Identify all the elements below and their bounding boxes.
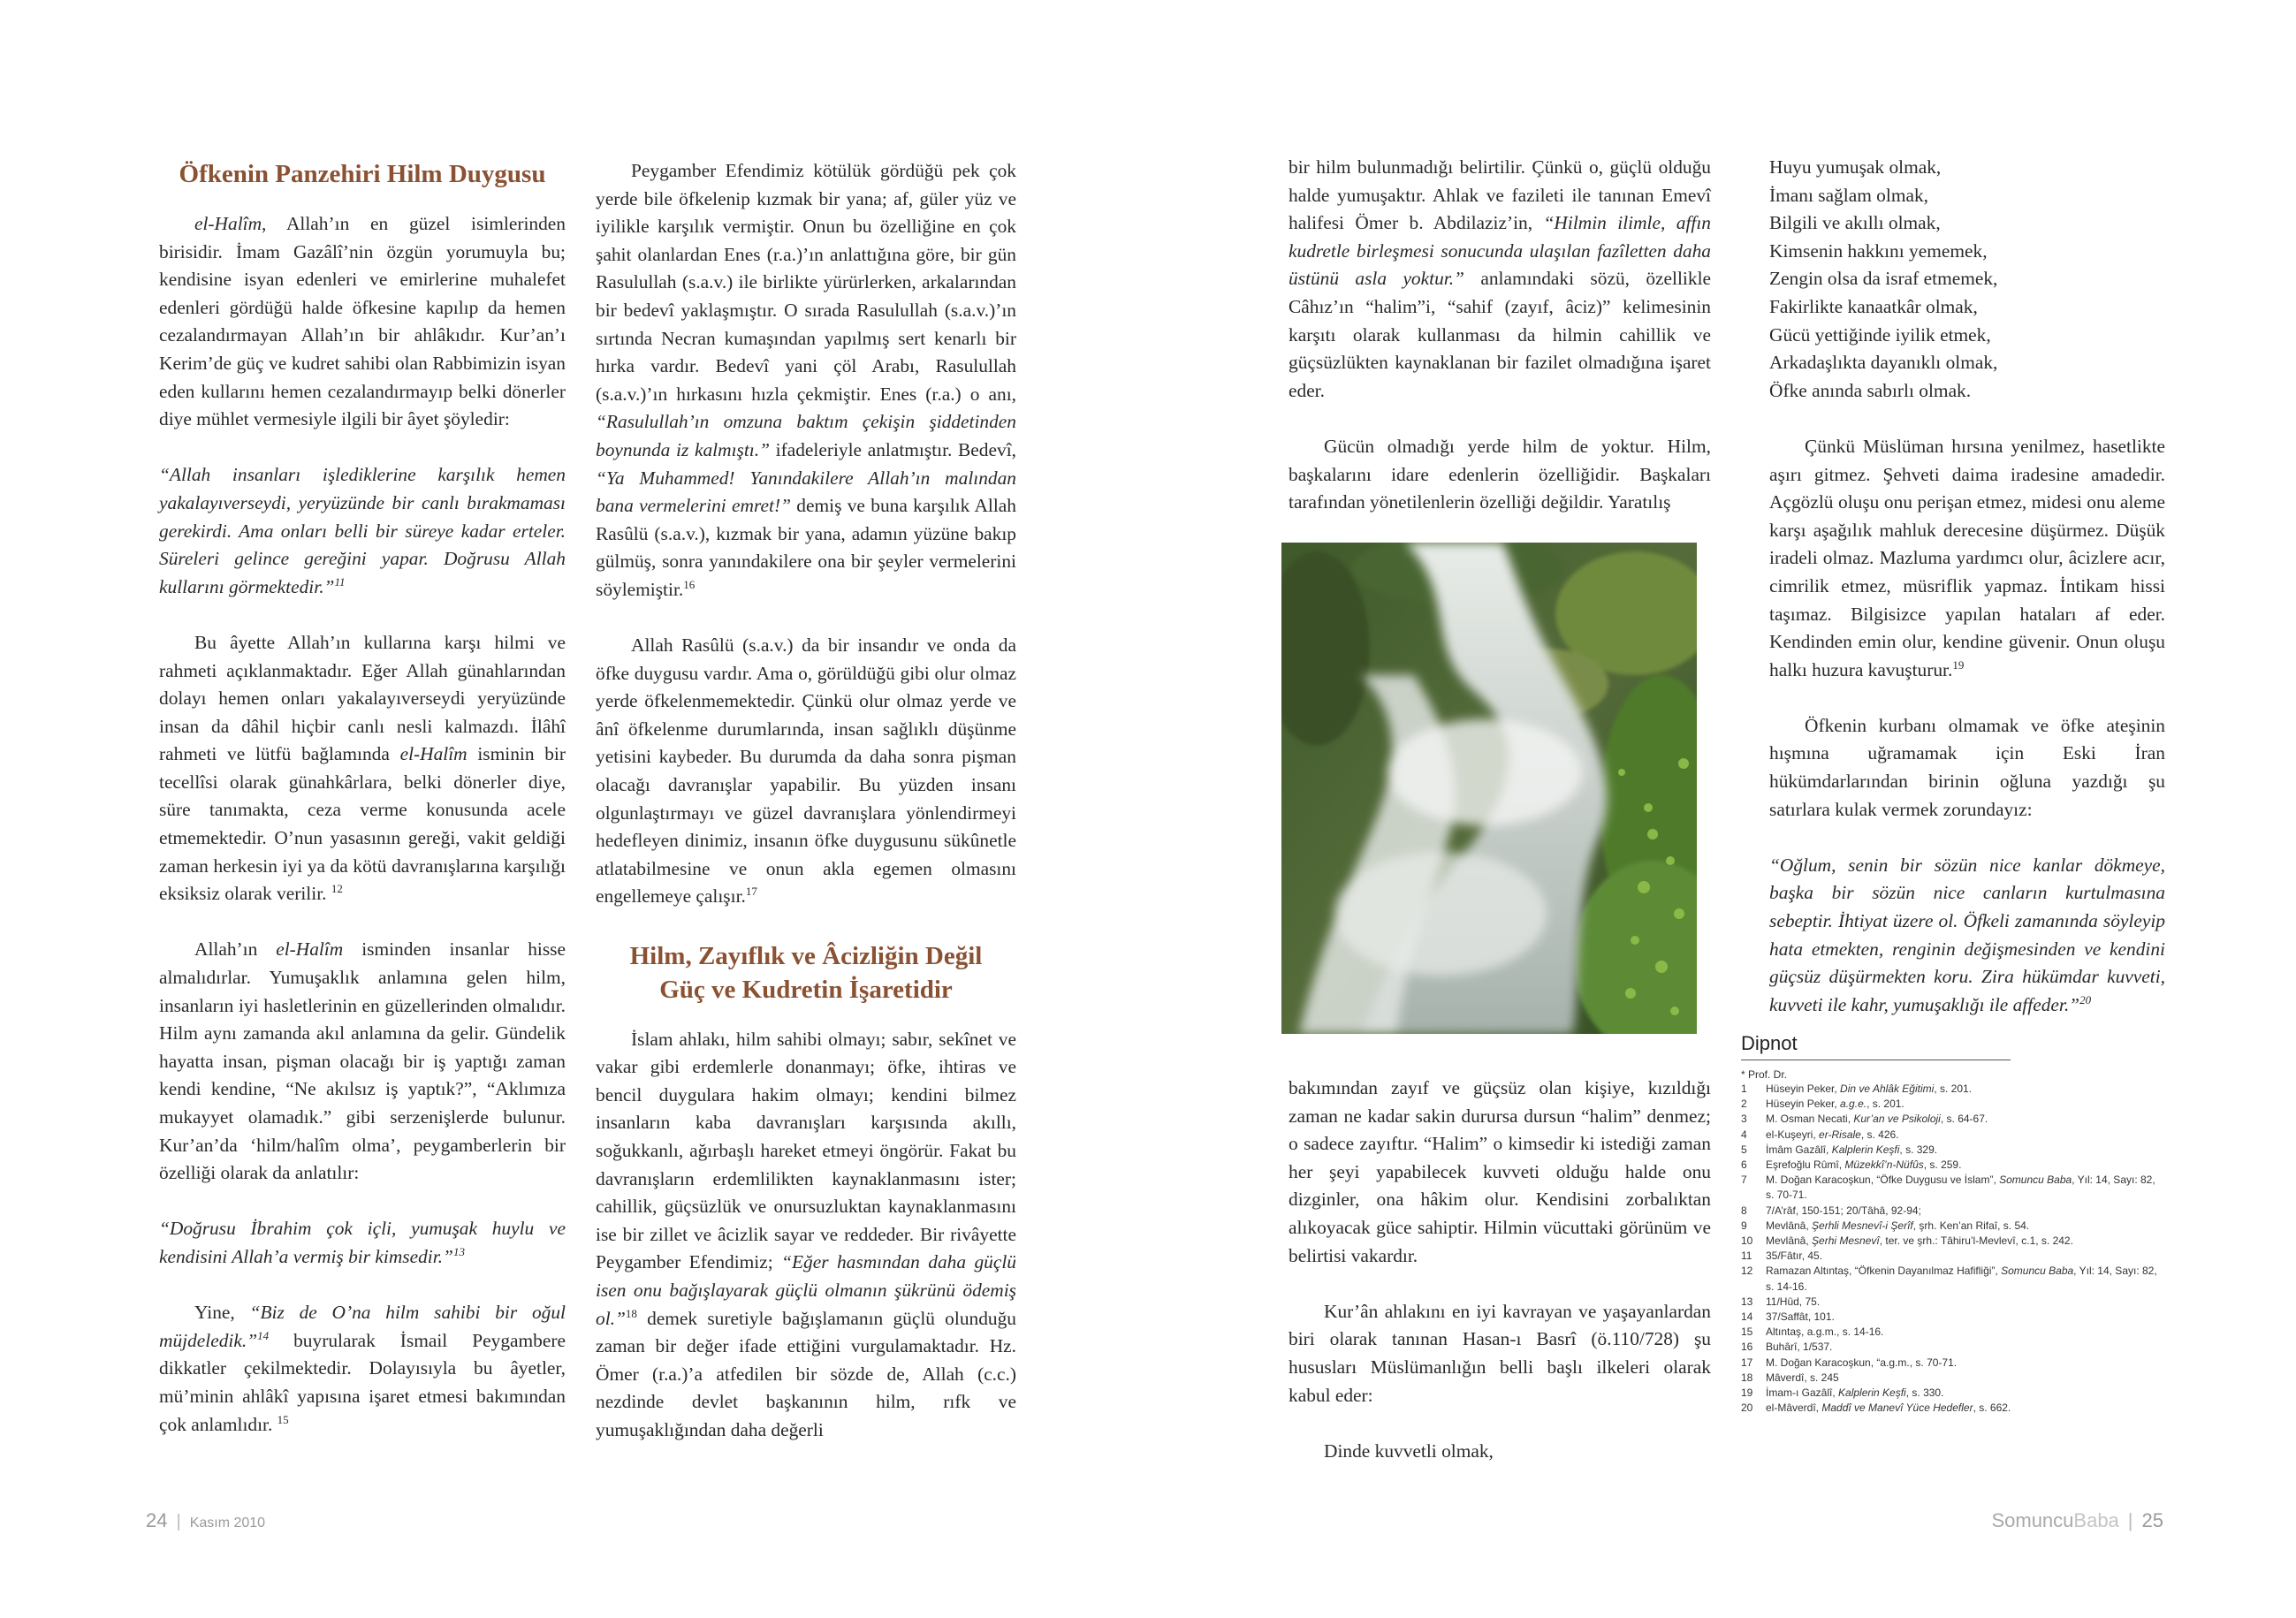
- principle-item: Arkadaşlıkta dayanıklı olmak,: [1769, 352, 1998, 374]
- principle-item: Gücü yettiğinde iyilik etmek,: [1769, 323, 1991, 346]
- footnote-item: 13 11/Hûd, 75.: [1741, 1295, 1821, 1308]
- footnote-item: 18 Mâverdî, s. 245: [1741, 1371, 1839, 1384]
- waterfall-photo: [1281, 543, 1697, 1034]
- right-column-1-top: [1289, 154, 1711, 544]
- heading2-line2: Güç ve Kudretin İşaretidir: [659, 975, 953, 1004]
- left-column-1: [159, 157, 566, 1467]
- footnote-item: 7 M. Doğan Karacoşkun, “Öfke Duygusu ve İslam”, Somuncu Baba, Yıl: 14, Sayı: 82, s. 70-71.: [1741, 1174, 2155, 1202]
- quote-paragraph: “Allah insanları işlediklerine karşılık hemen yakalayıverseydi, yeryüzünde bir canlı bırakmaması gerekirdi. Ama onları belli bir süreye kadar erteler. Süreleri gelince gereğini yapar. Doğrusu Allah kullarını görmektedir.”$^{11}$: [159, 464, 566, 597]
- footnote-item: 19 İmam-ı Gazâlî, Kalplerin Keşfi, s. 330.: [1741, 1386, 1944, 1400]
- footnotes-title: Dipnot: [1741, 1032, 2011, 1060]
- page-number-right: 25: [2141, 1509, 2163, 1531]
- footnote-item: 5 İmâm Gazâlî, Kalplerin Keşfi, s. 329.: [1741, 1143, 1938, 1156]
- footnote-item: 20 el-Mâverdî, Maddî ve Manevî Yüce Hedefler, s. 662.: [1741, 1402, 2011, 1415]
- issue-date: Kasım 2010: [189, 1515, 266, 1531]
- body-paragraph: Gücün olmadığı yerde hilm de yoktur. Hilm, başkalarını idare edenlerin özelliğidir. Başkaları tarafından yönetilenlerin özelliği değildir. Yaratılış: [1289, 435, 1711, 513]
- body-paragraph: el-Halîm, Allah’ın en güzel isimlerinden birisidir. İmam Gazâlî’nin özgün yorumuyla bu; kendisine isyan edenleri ve emirlerine muhalefet edenleri gördüğü halde öfkesine kapılıp da hemen cezalandırmayan Allah’ın bir ahlâkıdır. Kur’an’ı Kerim’de güç ve kudret sahibi olan Rabbimizin isyan eden kullarını hemen cezalandırmayıp belki dönerler diye mühlet vermesiyle ilgili bir âyet şöyledir:: [159, 213, 566, 430]
- waterfall-image: [1281, 543, 1697, 1034]
- body-paragraph: bir hilm bulunmadığı belirtilir. Çünkü o, güçlü olduğu halde yumuşaktır. Ahlak ve fazileti ile tanınan Emevî halifesi Ömer b. Abdilaziz’in, “Hilmin ilimle, affın kudretle birleşmesi sonucunda ulaşılan fazîletten daha üstünü asla yoktur.” anlamındaki sözü, özellikle Câhız’ın “halim”i, “sahif (zayıf, âciz)” kelimesinin karşıtı olarak kullanması da hilmin cahillik ve güçsüzlükten kaynaklanan bir fazilet olmadığına işaret eder.: [1289, 156, 1712, 401]
- col2-body-b: [596, 1026, 1016, 1445]
- quote-paragraph: “Oğlum, senin bir sözün nice kanlar dökmeye, başka bir sözün nice canların kurtulmasına sebeptir. İhtiyat üzere ol. Öfkeli zamanında söyleyip hata etmekten, renginin değişmesinden ve kendini güçsüz düşürmekten koru. Zira hükümdar kuvveti, kuvveti ile kahr, yumuşaklığı ile affeder.”$^{20}$: [1769, 854, 2165, 1015]
- footnote-item: 3 M. Osman Necati, Kur’an ve Psikoloji, s. 64-67.: [1741, 1113, 1988, 1126]
- heading2-line1: Hilm, Zayıflık ve Âcizliğin Değil: [629, 941, 983, 970]
- footnote-item: 9 Mevlânâ, Şerhli Mesnevî-i Şerîf, şrh. Ken’an Rifaî, s. 54.: [1741, 1219, 2030, 1232]
- footnote-list: [1741, 1082, 2165, 1416]
- col3b-body: [1289, 1075, 1711, 1465]
- body-paragraph: Dinde kuvvetli olmak,: [1324, 1439, 1494, 1462]
- footnote-item: 8 7/A’râf, 150-151; 20/Tâhâ, 92-94;: [1741, 1204, 1921, 1217]
- footnote-item: 15 Altıntaş, a.g.m., s. 14-16.: [1741, 1326, 1884, 1339]
- footnote-item: 2 Hüseyin Peker, a.g.e., s. 201.: [1741, 1098, 1904, 1111]
- col1-body: [159, 210, 566, 1439]
- body-paragraph: Yine, “Biz de O’na hilm sahibi bir oğul müjdeledik.”$^{14}$ buyrularak İsmail Peygambere dikkatler çekilmektedir. Dolayısıyla bu âyetler, mü’minin ahlâkî yapısına işaret etmesi bakımından çok anlamlıdır. $^{15}$: [159, 1302, 566, 1435]
- footnote-item: 14 37/Saffât, 101.: [1741, 1310, 1835, 1324]
- page-number-left: 24: [146, 1509, 168, 1531]
- footnotes: [1741, 1032, 2165, 1416]
- quote-paragraph: “Doğrusu İbrahim çok içli, yumuşak huylu ve kendisini Allah’a vermiş bir kimsedir.”$^{13}$: [159, 1218, 566, 1267]
- principle-item: Bilgili ve akıllı olmak,: [1769, 212, 1941, 234]
- section-heading-1: Öfkenin Panzehiri Hilm Duygusu: [179, 160, 546, 188]
- body-paragraph: Kur’ân ahlakını en iyi kavrayan ve yaşayanlardan biri olarak tanınan Hasan-ı Basrî (ö.110/728) şu hususları Müslümanlığın belli başlı ilkeleri olarak kabul eder:: [1289, 1300, 1711, 1406]
- footnote-item: 16 Buhârî, 1/537.: [1741, 1341, 1833, 1354]
- right-column-1-bottom: [1289, 1075, 1711, 1493]
- principle-item: Huyu yumuşak olmak,: [1769, 156, 1942, 178]
- body-paragraph: Allah Rasûlü (s.a.v.) da bir insandır ve onda da öfke duygusu vardır. Ama o, görüldüğü gibi olur olmaz yerde öfkelenmemektedir. Çünkü olur olmaz yerde ve ânî öfkelenme durumlarında, insan sağlıklı düşünme yetisini kaybeder. Bu durumda da daha sonra pişman olacağı davranışlar yapabilir. Bu yüzden insanı olgunlaştırmayı ve güzel davranışlara yönlendirmeyi hedefleyen dinimiz, insanın öfke duygusunu sükûnetle atlatabilmesine ve onun akla egemen olmasını engellemeye çalışır.$^{17}$: [596, 634, 1016, 908]
- left-footer: 24 | Kasım 2010: [146, 1509, 266, 1531]
- principle-item: Fakirlikte kanaatkâr olmak,: [1769, 295, 1978, 317]
- footnote-item: 11 35/Fâtır, 45.: [1741, 1250, 1823, 1263]
- principles-list: [1769, 154, 2165, 405]
- principle-item: Öfke anında sabırlı olmak.: [1769, 379, 1972, 401]
- body-paragraph: Allah’ın el-Halîm isminden insanlar hisse almalıdırlar. Yumuşaklık anlamına gelen hilm, insanların iyi hasletlerinin en güzellerinden olmalıdır. Hilm aynı zamanda akıl anlamına da gelir. Gündelik hayatta insan, pişman olacağı bir iş yaptığı zaman kendi kendine, “Ne akılsız iş yaptık?”, “Aklımıza mukayyet olamadık.” gibi serzenişlerde bulunur. Kur’an’da ‘hilm/halîm olma’, peygamberlerin bir özelliği olarak da anlatılır:: [159, 938, 566, 1184]
- principle-item: Kimsenin hakkını yememek,: [1769, 239, 1988, 262]
- footnote-item: 1 Hüseyin Peker, Din ve Ahlâk Eğitimi, s. 201.: [1741, 1082, 1973, 1095]
- footnote-item: 4 el-Kuşeyri, er-Risale, s. 426.: [1741, 1128, 1899, 1141]
- col4-body: [1769, 433, 2165, 1019]
- section-heading-2: [596, 939, 1016, 1007]
- principle-item: İmanı sağlam olmak,: [1769, 184, 1928, 206]
- principle-item: Zengin olsa da israf etmemek,: [1769, 268, 1998, 290]
- author-title-note: * Prof. Dr.: [1741, 1068, 1788, 1081]
- right-column-2: [1769, 154, 2165, 1047]
- body-paragraph: İslam ahlakı, hilm sahibi olmayı; sabır, sekînet ve vakar gibi erdemlerle donanmayı; öfke, ihtiras ve bencil duygulara hakim olmayı; kendini bilmez insanların kaba davranışları karşısında akıllı, soğukkanlı, ağırbaşlı hareket etmeyi öngörür. Fakat bu davranışların erdemlilikten kaynaklanmasını ister; cahillik, güçsüzlük ve onursuzluktan kaynaklanmasını ise bir zillet ve âcizlik sayar ve reddeder. Bir rivâyette Peygamber Efendimiz; “Eğer hasmından daha güçlü isen onu bağışlayarak güçlü olmanın şükrünü ödemiş ol.”$^{18}$ demek suretiyle bağışlamanın güçlü olunduğu zaman bir değer ifade ettiğini vurgulamaktadır. Hz. Ömer (r.a.)’a atfedilen bir sözde de, Allah (c.c.) nezdinde devlet başkanının hilm, rıfk ve yumuşaklığından daha değerli: [596, 1028, 1016, 1440]
- body-paragraph: Çünkü Müslüman hırsına yenilmez, hasetlikte aşırı gitmez. Şehveti daima iradesine amadedir. Açgözlü oluşu onu perişan etmez, midesi onu aleme karşı aşağılık mahluk derecesine düşürmez. Düşük iradeli olmaz. Mazluma yardımcı olur, âcizlere acır, cimrilik etmez, müsriflik yapmaz. İntikam hissi taşımaz. Bilgisizce yapılan hataları af eder. Kendinden emin olur, kendine güvenir. Onun oluşu halkı huzura kavuşturur.$^{19}$: [1769, 435, 2165, 680]
- col3-body: [1289, 154, 1711, 517]
- col2-body-a: [596, 157, 1016, 911]
- footnote-item: 10 Mevlânâ, Şerhi Mesnevî, ter. ve şrh.: Tâhiru’l-Mevlevî, c.1, s. 242.: [1741, 1234, 2073, 1248]
- left-column-2: [596, 157, 1016, 1472]
- right-footer: SomuncuBaba | 25: [1991, 1509, 2163, 1531]
- body-paragraph: Bu âyette Allah’ın kullarına karşı hilmi ve rahmeti açıklanmaktadır. Eğer Allah günahlarından dolayı hemen onları yakalayıverseydi yeryüzünde insan da dâhil hiçbir canlı nesli kalmazdı. İlâhî rahmeti ve lütfü bağlamında el-Halîm isminin bir tecellîsi olarak günahkârlara, belki dönerler diye, süre tanımakta, ceza verme konusunda acele etmemektedir. O’nun yasasının gereği, vakit geldiği zaman herkesin iyi ya da kötü davranışlarına karşılığı eksiksiz olarak verilir. $^{12}$: [159, 631, 566, 905]
- footnote-item: 12 Ramazan Altıntaş, “Öfkenin Dayanılmaz Hafifliği”, Somuncu Baba, Yıl: 14, Sayı: 82, s. 14-16.: [1741, 1265, 2157, 1293]
- footnote-item: 6 Eşrefoğlu Rûmî, Müzekkî’n-Nüfûs, s. 259.: [1741, 1158, 1962, 1172]
- footnote-item: 17 M. Doğan Karacoşkun, “a.g.m., s. 70-71.: [1741, 1356, 1958, 1369]
- body-paragraph: bakımından zayıf ve güçsüz olan kişiye, kızıldığı zaman ne kadar sakin durursa dursun “halim” denmez; o sadece zayıftır. “Halim” o kimsedir ki istediği zaman her şeyi yapabilecek kuvveti olduğu halde onu dizginler, ona hâkim olur. Kendisini zorbalıktan alıkoyacak güce sahiptir. Hilmin vücuttaki görünüm ve belirtisi vakardır.: [1289, 1077, 1711, 1266]
- body-paragraph: Öfkenin kurbanı olmamak ve öfke ateşinin hışmına uğramamak için Eski İran hükümdarlarından birinin oğluna yazdığı şu satırlara kulak vermek zorundayız:: [1769, 714, 2165, 820]
- magazine-logo: SomuncuBaba: [1991, 1509, 2119, 1531]
- body-paragraph: Peygamber Efendimiz kötülük gördüğü pek çok yerde bile öfkelenip kızmak bir yana; af, güler yüz ve iyilikle karşılık vermiştir. Onun bu özelliğine en çok şahit olanlardan Enes (r.a.)’ın anlattığına göre, bir gün Rasulullah (s.a.v.) ile birlikte yürürlerken, arkalarından bir bedevî yaklaşmıştır. O sırada Rasulullah (s.a.v.)’ın sırtında Necran kumaşından yapılmış sert kenarlı bir hırka vardır. Bedevî yani çöl Arabı, Rasulullah (s.a.v.)’ın hırkasını hızla çekmiştir. Enes (r.a.) o anı, “Rasulullah’ın omzuna baktım çekişin şiddetinden boynunda iz kalmıştı.” ifadeleriyle anlatmıştır. Bedevî, “Ya Muhammed! Yanındakilere Allah’ın malından bana vermelerini emret!” demiş ve buna karşılık Allah Rasûlü (s.a.v.), kızmak bir yana, adamın yüzüne bakıp gülmüş, sonra yanındakilere ona bir şeyler vermelerini söylemiştir.$^{16}$: [596, 160, 1016, 600]
